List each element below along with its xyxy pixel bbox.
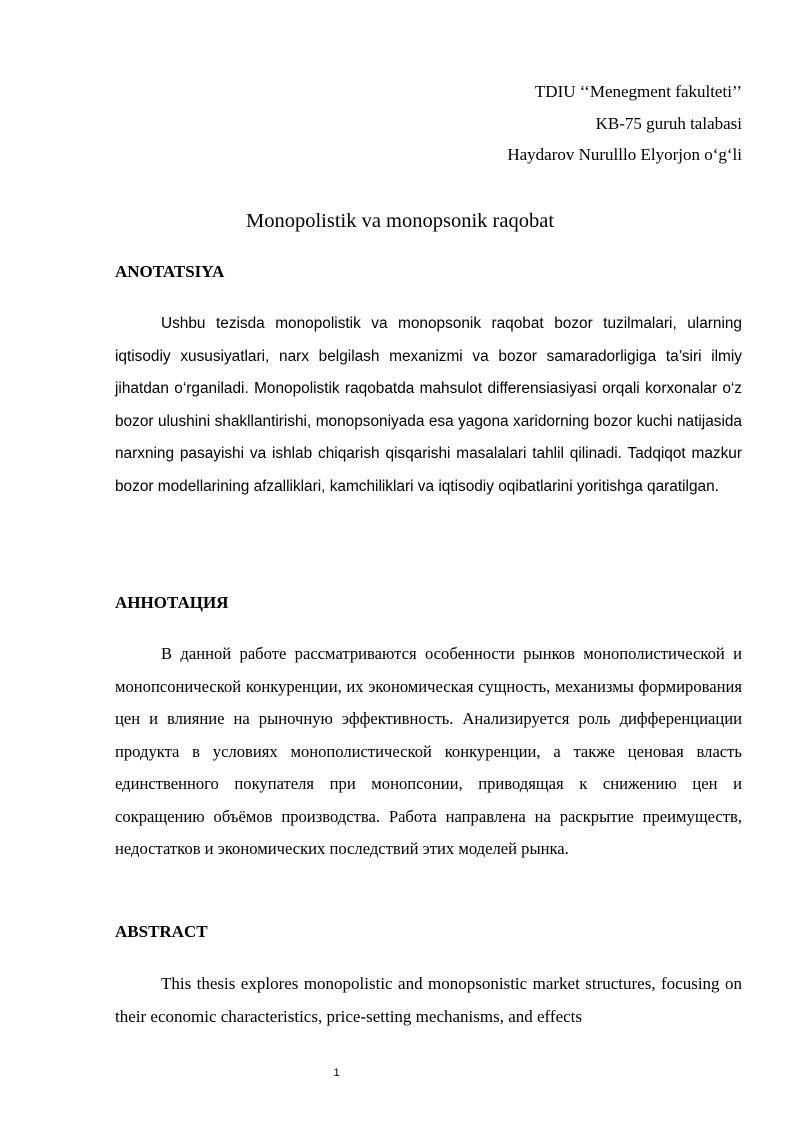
author-block bbox=[507, 76, 742, 171]
paper-title: Monopolistik va monopsonik raqobat bbox=[245, 210, 555, 232]
author-name: Haydarov Nurulllo Elyorjon o‘g‘li bbox=[507, 145, 742, 164]
abstract-text: This thesis explores monopolistic and monopsonistic market structures, focusing on their economic characteristics, price-setting mechanisms, and effects bbox=[115, 974, 742, 1026]
abstract-heading: ABSTRACT bbox=[115, 922, 208, 941]
faculty-line: TDIU ‘‘Menegment fakulteti’’ bbox=[534, 82, 742, 101]
annotatsiya-ru-text: В данной работе рассматриваются особенности рынков монополистической и монопсонической конкуренции, их экономическая сущность, механизмы формирования цен и влияние на рыночную эффективность. Анализируется роль дифференциации продукта в условиях монополистической конкуренции, а также ценовая власть единственного покупателя при монопсонии, приводящая к снижению цен и сокращению объёмов производства. Работа направлена на раскрытие преимуществ, недостатков и экономических последствий этих моделей рынка. bbox=[115, 644, 742, 858]
anotatsiya-text: Ushbu tezisda monopolistik va monopsonik raqobat bozor tuzilmalari, ularning iqtisodiy xususiyatlari, narx belgilash mexanizmi va bozor samaradorligiga ta’siri ilmiy jihatdan o‘rganiladi. Monopolistik raqobatda mahsulot differensiasiyasi orqali korxonalar o‘z bozor ulushini shakllantirishi, monopsoniyada esa yagona xaridorning bozor kuchi natijasida narxning pasayishi va ishlab chiqarish qisqarishi masalalari tahlil qilinadi. Tadqiqot mazkur bozor modellarining afzalliklari, kamchiliklari va iqtisodiy oqibatlarini yoritishga qaratilgan. bbox=[115, 315, 742, 495]
annotatsiya-ru-heading: АННОТАЦИЯ bbox=[115, 593, 229, 612]
anotatsiya-heading: ANOTATSIYA bbox=[115, 262, 225, 281]
page-number: 1 bbox=[333, 1067, 340, 1079]
group-line: KB-75 guruh talabasi bbox=[595, 113, 742, 133]
